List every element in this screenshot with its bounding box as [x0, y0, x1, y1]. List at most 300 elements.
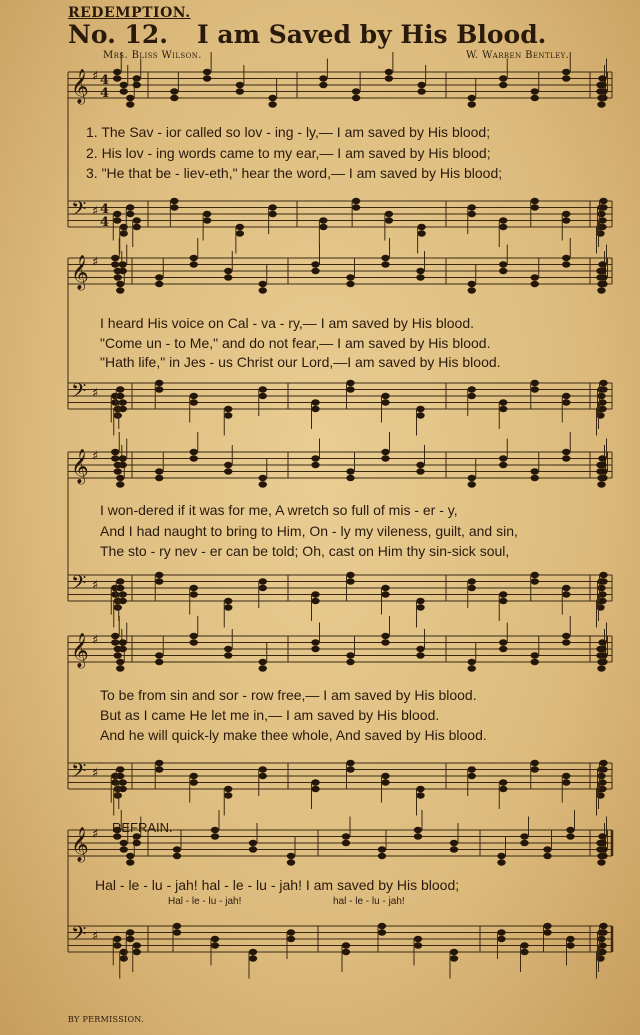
- note-head: [531, 204, 539, 210]
- note-head: [598, 268, 606, 274]
- bass-clef-icon: 𝄢: [71, 379, 87, 407]
- note-head: [259, 773, 267, 779]
- note-head: [499, 399, 507, 405]
- note-head: [468, 281, 476, 287]
- note-head: [311, 779, 319, 785]
- note-head: [531, 475, 539, 481]
- note-head: [597, 773, 605, 779]
- note-head: [468, 659, 476, 665]
- note-head: [468, 386, 476, 392]
- note-head: [598, 833, 606, 839]
- note-head: [119, 598, 127, 604]
- note-head: [599, 380, 607, 386]
- note-head: [599, 475, 607, 481]
- note-head: [133, 217, 141, 223]
- note-head: [520, 840, 528, 846]
- note-head: [599, 923, 607, 929]
- note-head: [416, 646, 424, 652]
- note-head: [499, 786, 507, 792]
- note-head: [311, 261, 319, 267]
- note-head: [416, 268, 424, 274]
- lyric-line: Hal - le - lu - jah! hal - le - lu - jah! I am saved by His blood;: [95, 877, 460, 893]
- note-head: [126, 101, 134, 107]
- note-head: [531, 468, 539, 474]
- note-head: [116, 287, 124, 293]
- note-head: [116, 665, 124, 671]
- note-head: [562, 449, 570, 455]
- note-head: [111, 779, 119, 785]
- note-head: [190, 393, 198, 399]
- note-head: [342, 840, 350, 846]
- note-head: [499, 224, 507, 230]
- key-sharp-icon: ♯: [92, 929, 99, 944]
- note-head: [531, 572, 539, 578]
- note-head: [416, 604, 424, 610]
- note-head: [268, 211, 276, 217]
- lyric-line: And I had naught to bring to Him, On - ly my vileness, guilt, and sin,: [100, 523, 518, 539]
- note-head: [597, 481, 605, 487]
- note-head: [381, 585, 389, 591]
- note-head: [224, 468, 232, 474]
- note-head: [597, 665, 605, 671]
- note-head: [346, 274, 354, 280]
- note-head: [531, 198, 539, 204]
- note-head: [346, 652, 354, 658]
- note-head: [287, 853, 295, 859]
- note-head: [203, 75, 211, 81]
- note-head: [416, 462, 424, 468]
- note-head: [450, 955, 458, 961]
- note-head: [170, 95, 178, 101]
- key-sharp-icon: ♯: [92, 766, 99, 781]
- note-head: [173, 923, 181, 929]
- note-head: [155, 766, 163, 772]
- note-head: [311, 406, 319, 412]
- note-head: [236, 224, 244, 230]
- note-head: [385, 69, 393, 75]
- note-head: [346, 766, 354, 772]
- note-head: [450, 840, 458, 846]
- key-sharp-icon: ♯: [92, 827, 99, 842]
- note-head: [598, 639, 606, 645]
- note-head: [116, 386, 124, 392]
- key-sharp-icon: ♯: [92, 578, 99, 593]
- note-head: [203, 211, 211, 217]
- lyric-line: "Come un - to Me," and do not fear,— I am saved by His blood.: [100, 335, 491, 351]
- bass-lyric: hal - le - lu - jah!: [333, 896, 405, 907]
- note-head: [346, 468, 354, 474]
- note-head: [599, 929, 607, 935]
- note-head: [311, 646, 319, 652]
- note-head: [224, 406, 232, 412]
- note-head: [417, 224, 425, 230]
- composer-credit: W. Warren Bentley.: [466, 50, 570, 61]
- bass-clef-icon: 𝄢: [71, 197, 87, 225]
- note-head: [468, 95, 476, 101]
- lyric-line: And he will quick-ly make thee whole, And saved by His blood.: [100, 727, 487, 743]
- note-head: [224, 412, 232, 418]
- note-head: [211, 827, 219, 833]
- note-head: [311, 598, 319, 604]
- note-head: [155, 659, 163, 665]
- note-head: [116, 281, 124, 287]
- note-head: [499, 217, 507, 223]
- note-head: [562, 69, 570, 75]
- note-head: [381, 399, 389, 405]
- note-head: [566, 942, 574, 948]
- note-head: [499, 591, 507, 597]
- note-head: [119, 779, 127, 785]
- note-head: [497, 936, 505, 942]
- note-head: [599, 853, 607, 859]
- note-head: [190, 585, 198, 591]
- note-head: [113, 936, 121, 942]
- treble-clef-icon: 𝄞: [71, 69, 89, 104]
- note-head: [566, 936, 574, 942]
- note-head: [111, 449, 119, 455]
- note-head: [352, 88, 360, 94]
- note-head: [111, 399, 119, 405]
- note-head: [116, 578, 124, 584]
- note-head: [259, 475, 267, 481]
- note-head: [259, 281, 267, 287]
- note-head: [126, 853, 134, 859]
- note-head: [562, 217, 570, 223]
- note-head: [113, 75, 121, 81]
- note-head: [597, 936, 605, 942]
- note-head: [499, 646, 507, 652]
- note-head: [499, 82, 507, 88]
- note-head: [173, 929, 181, 935]
- note-head: [381, 261, 389, 267]
- note-head: [597, 101, 605, 107]
- lyric-line: I won-dered if it was for me, A wretch so full of mis - er - y,: [100, 502, 458, 518]
- note-head: [120, 88, 128, 94]
- note-head: [190, 261, 198, 267]
- note-head: [224, 604, 232, 610]
- note-head: [598, 75, 606, 81]
- note-head: [499, 598, 507, 604]
- note-head: [599, 95, 607, 101]
- note-head: [311, 399, 319, 405]
- note-head: [173, 846, 181, 852]
- note-head: [224, 792, 232, 798]
- note-head: [416, 468, 424, 474]
- note-head: [378, 853, 386, 859]
- note-head: [259, 578, 267, 584]
- note-head: [211, 936, 219, 942]
- note-head: [497, 859, 505, 865]
- note-head: [224, 646, 232, 652]
- note-head: [416, 598, 424, 604]
- note-head: [346, 659, 354, 665]
- key-sharp-icon: ♯: [92, 386, 99, 401]
- note-head: [116, 773, 124, 779]
- note-head: [381, 633, 389, 639]
- note-head: [352, 204, 360, 210]
- note-head: [236, 82, 244, 88]
- time-signature-top: 4: [100, 202, 110, 217]
- note-head: [531, 95, 539, 101]
- note-head: [119, 639, 127, 645]
- note-head: [416, 792, 424, 798]
- note-head: [562, 261, 570, 267]
- note-head: [468, 211, 476, 217]
- note-head: [119, 268, 127, 274]
- note-head: [319, 82, 327, 88]
- note-head: [346, 760, 354, 766]
- note-head: [116, 766, 124, 772]
- note-head: [562, 591, 570, 597]
- time-signature-bottom: 4: [100, 215, 110, 230]
- note-head: [111, 455, 119, 461]
- note-head: [120, 846, 128, 852]
- note-head: [414, 936, 422, 942]
- note-head: [346, 386, 354, 392]
- note-head: [414, 942, 422, 948]
- lyric-line: But as I came He let me in,— I am saved by His blood.: [100, 707, 440, 723]
- note-head: [562, 455, 570, 461]
- note-head: [381, 779, 389, 785]
- note-head: [562, 75, 570, 81]
- note-head: [111, 639, 119, 645]
- note-head: [190, 449, 198, 455]
- note-head: [126, 211, 134, 217]
- note-head: [268, 95, 276, 101]
- note-head: [531, 760, 539, 766]
- note-head: [520, 942, 528, 948]
- note-head: [520, 949, 528, 955]
- note-head: [598, 646, 606, 652]
- note-head: [236, 230, 244, 236]
- note-head: [599, 204, 607, 210]
- note-head: [119, 261, 127, 267]
- note-head: [499, 639, 507, 645]
- note-head: [116, 585, 124, 591]
- note-head: [190, 255, 198, 261]
- note-head: [497, 929, 505, 935]
- lyric-line: The sto - ry nev - er can be told; Oh, cast on Him thy sin-sick soul,: [100, 543, 510, 559]
- note-head: [114, 468, 122, 474]
- note-head: [111, 261, 119, 267]
- note-head: [566, 827, 574, 833]
- note-head: [381, 591, 389, 597]
- note-head: [133, 75, 141, 81]
- note-head: [120, 82, 128, 88]
- note-head: [126, 929, 134, 935]
- note-head: [381, 255, 389, 261]
- note-head: [468, 578, 476, 584]
- note-head: [562, 779, 570, 785]
- note-head: [499, 268, 507, 274]
- note-head: [190, 399, 198, 405]
- note-head: [119, 646, 127, 652]
- author-credit: Mrs. Bliss Wilson.: [103, 50, 202, 61]
- note-head: [120, 840, 128, 846]
- note-head: [155, 380, 163, 386]
- note-head: [259, 585, 267, 591]
- note-head: [531, 386, 539, 392]
- lyric-line: 3. "He that be - liev-eth," hear the word,— I am saved by His blood;: [86, 165, 503, 181]
- note-head: [126, 95, 134, 101]
- note-head: [114, 652, 122, 658]
- note-head: [520, 833, 528, 839]
- note-head: [119, 786, 127, 792]
- note-head: [259, 287, 267, 293]
- note-head: [468, 393, 476, 399]
- note-head: [531, 274, 539, 280]
- note-head: [468, 475, 476, 481]
- note-head: [499, 462, 507, 468]
- note-head: [190, 773, 198, 779]
- note-head: [599, 198, 607, 204]
- section-label: REDEMPTION.: [68, 5, 191, 21]
- note-head: [599, 659, 607, 665]
- permission-note: BY PERMISSION.: [68, 1015, 144, 1024]
- note-head: [190, 639, 198, 645]
- note-head: [287, 929, 295, 935]
- note-head: [599, 846, 607, 852]
- note-head: [342, 942, 350, 948]
- note-head: [268, 101, 276, 107]
- treble-clef-icon: 𝄞: [71, 449, 89, 484]
- note-head: [381, 449, 389, 455]
- note-head: [319, 75, 327, 81]
- note-head: [598, 462, 606, 468]
- note-head: [133, 840, 141, 846]
- note-head: [497, 853, 505, 859]
- note-head: [598, 261, 606, 267]
- note-head: [597, 585, 605, 591]
- note-head: [499, 261, 507, 267]
- note-head: [416, 786, 424, 792]
- lyric-line: 1. The Sav - ior called so lov - ing - ly,— I am saved by His blood;: [86, 124, 491, 140]
- note-head: [416, 652, 424, 658]
- note-head: [111, 255, 119, 261]
- note-head: [111, 591, 119, 597]
- note-head: [599, 652, 607, 658]
- note-head: [259, 665, 267, 671]
- note-head: [543, 853, 551, 859]
- note-head: [597, 211, 605, 217]
- note-head: [155, 572, 163, 578]
- note-head: [113, 211, 121, 217]
- note-head: [378, 929, 386, 935]
- note-head: [562, 773, 570, 779]
- note-head: [599, 468, 607, 474]
- note-head: [126, 859, 134, 865]
- note-head: [119, 406, 127, 412]
- note-head: [249, 846, 257, 852]
- note-head: [173, 853, 181, 859]
- note-head: [114, 604, 122, 610]
- note-head: [531, 88, 539, 94]
- note-head: [126, 204, 134, 210]
- note-head: [414, 827, 422, 833]
- note-head: [287, 936, 295, 942]
- note-head: [381, 455, 389, 461]
- treble-clef-icon: 𝄞: [71, 827, 89, 862]
- note-head: [224, 274, 232, 280]
- note-head: [346, 578, 354, 584]
- note-head: [468, 665, 476, 671]
- note-head: [224, 652, 232, 658]
- note-head: [468, 287, 476, 293]
- key-sharp-icon: ♯: [92, 204, 99, 219]
- note-head: [599, 274, 607, 280]
- note-head: [249, 949, 257, 955]
- key-sharp-icon: ♯: [92, 633, 99, 648]
- note-head: [499, 455, 507, 461]
- note-head: [468, 481, 476, 487]
- note-head: [116, 659, 124, 665]
- key-sharp-icon: ♯: [92, 69, 99, 84]
- note-head: [597, 287, 605, 293]
- note-head: [190, 591, 198, 597]
- time-signature-top: 4: [100, 73, 110, 88]
- note-head: [416, 406, 424, 412]
- note-head: [133, 949, 141, 955]
- note-head: [346, 380, 354, 386]
- note-head: [416, 412, 424, 418]
- note-head: [203, 69, 211, 75]
- note-head: [249, 840, 257, 846]
- key-sharp-icon: ♯: [92, 449, 99, 464]
- note-head: [468, 766, 476, 772]
- note-head: [311, 786, 319, 792]
- note-head: [126, 936, 134, 942]
- note-head: [562, 585, 570, 591]
- note-head: [224, 462, 232, 468]
- note-head: [599, 766, 607, 772]
- note-head: [155, 578, 163, 584]
- treble-clef-icon: 𝄞: [71, 633, 89, 668]
- note-head: [133, 224, 141, 230]
- note-head: [113, 942, 121, 948]
- lyric-line: I heard His voice on Cal - va - ry,— I am saved by His blood.: [100, 315, 474, 331]
- note-head: [249, 955, 257, 961]
- note-head: [531, 281, 539, 287]
- note-head: [381, 639, 389, 645]
- note-head: [562, 255, 570, 261]
- note-head: [114, 412, 122, 418]
- note-head: [116, 475, 124, 481]
- note-head: [417, 88, 425, 94]
- note-head: [597, 859, 605, 865]
- note-head: [599, 386, 607, 392]
- note-head: [319, 224, 327, 230]
- note-head: [414, 833, 422, 839]
- lyric-line: "Hath life," in Jes - us Christ our Lord,—I am saved by His blood.: [100, 354, 501, 370]
- note-head: [113, 217, 121, 223]
- note-head: [311, 268, 319, 274]
- note-head: [133, 82, 141, 88]
- note-head: [116, 393, 124, 399]
- note-head: [259, 481, 267, 487]
- note-head: [381, 393, 389, 399]
- note-head: [155, 274, 163, 280]
- note-head: [417, 230, 425, 236]
- note-head: [598, 840, 606, 846]
- note-head: [155, 475, 163, 481]
- note-head: [599, 572, 607, 578]
- note-head: [468, 204, 476, 210]
- note-head: [385, 211, 393, 217]
- note-head: [499, 779, 507, 785]
- note-head: [346, 572, 354, 578]
- treble-clef-icon: 𝄞: [71, 255, 89, 290]
- note-head: [531, 652, 539, 658]
